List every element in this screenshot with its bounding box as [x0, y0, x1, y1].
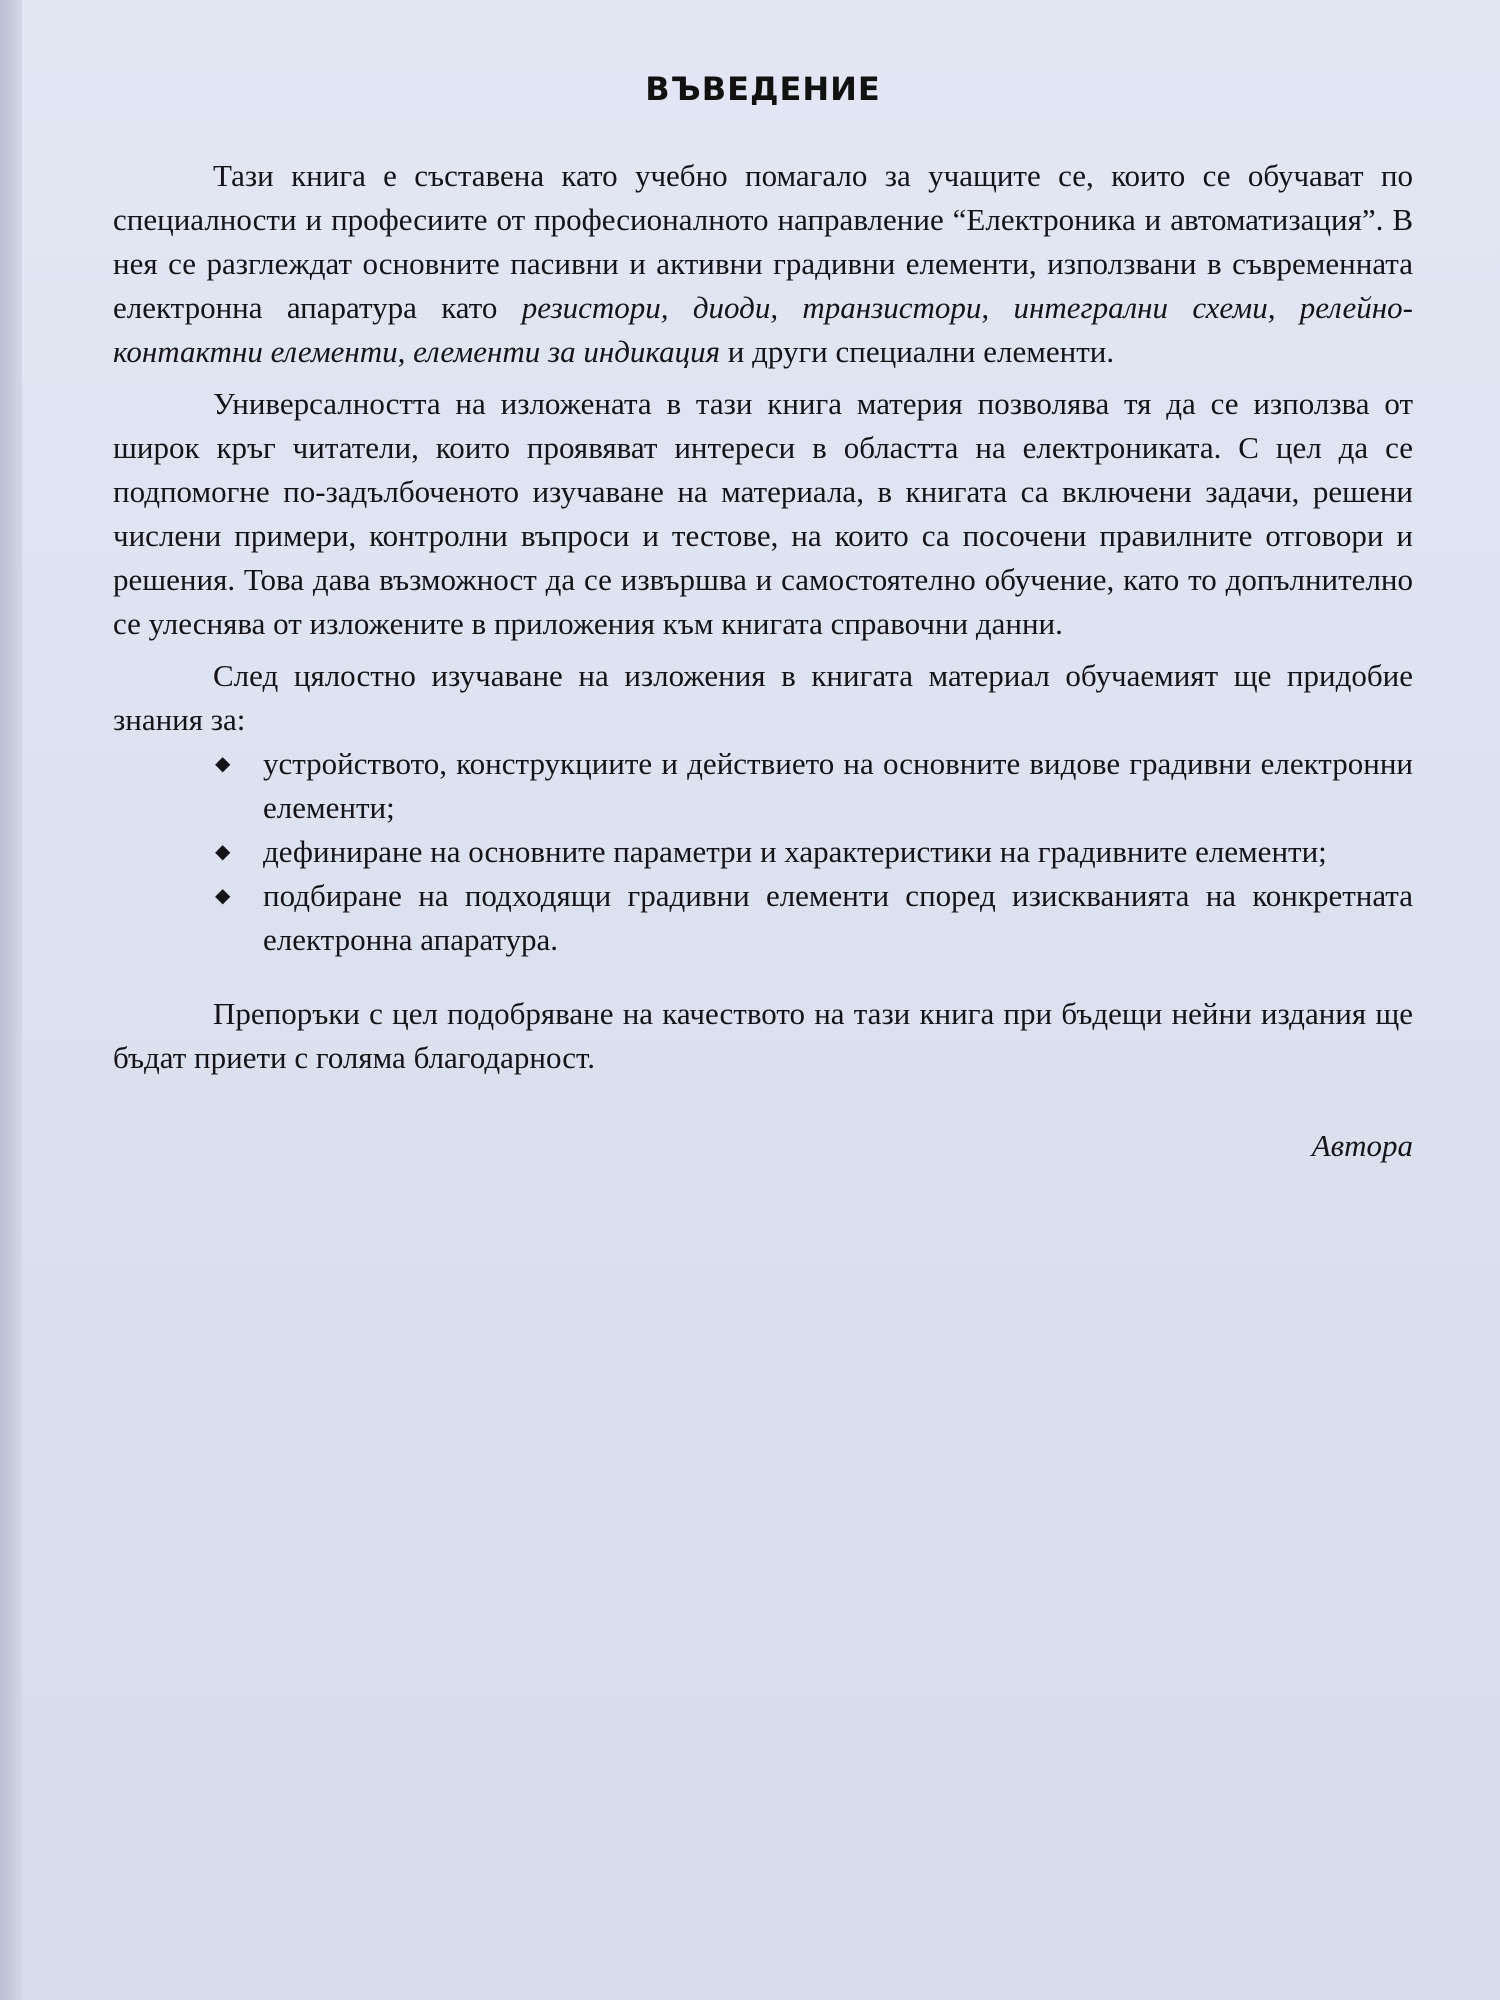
- knowledge-list: [113, 742, 1413, 962]
- diamond-bullet-icon: ◆: [215, 841, 231, 863]
- intro-text-end: и други специални елементи.: [720, 334, 1115, 369]
- knowledge-intro-paragraph: След цялостно изучаване на изложения в книгата материал обучаемият ще придобие знания за:: [113, 658, 1413, 737]
- list-item-text: устройството, конструкциите и действието на основните видове градивни електронни елементи;: [263, 746, 1413, 825]
- paragraph-gap: [113, 962, 1413, 992]
- intro-paragraph: [113, 154, 1413, 374]
- paragraph-gap: [113, 646, 1413, 654]
- list-item-text: дефиниране на основните параметри и характеристики на градивните елементи;: [263, 834, 1327, 869]
- recommendations-paragraph: Препоръки с цел подобряване на качеството на тази книга при бъдещи нейни издания ще бъдат приети с голяма благодарност.: [113, 996, 1413, 1075]
- page-title: ВЪВЕДЕНИЕ: [645, 70, 881, 108]
- diamond-bullet-icon: ◆: [215, 885, 231, 907]
- list-item: [113, 742, 1413, 830]
- list-item: [113, 830, 1413, 874]
- author-signature: Автора: [1311, 1128, 1413, 1163]
- list-item: [113, 874, 1413, 962]
- page-content: [113, 70, 1413, 1168]
- universality-paragraph: Универсалността на изложената в тази книга материя позволява тя да се използва от широк кръг читатели, които проявяват интереси в областта на електрониката. С цел да се подпомогне по-задълбоченото изучаване на материала, в книгата са включени задачи, решени числени примери, контролни въпроси и тестове, на които са посочени правилните отговори и решения. Това дава възможност да се извършва и самостоятелно обучение, като то допълнително се улеснява от изложените в приложения към книгата справочни данни.: [113, 386, 1413, 641]
- diamond-bullet-icon: ◆: [215, 753, 231, 775]
- list-item-text: подбиране на подходящи градивни елементи според изискванията на конкретната електронна апаратура.: [263, 878, 1413, 957]
- paragraph-gap: [113, 374, 1413, 382]
- intro-italic-elements: резистори, диоди, транзистори, интегрални схеми, релейно-контактни елементи, елементи за индикация: [113, 290, 1414, 369]
- intro-text-start: Тази книга е съставена като учебно помагало за учащите се, които се обучават по специалности и професиите от професионалното направление “Електроника и автоматизация”. В нея се разглеждат основните пасивни и активни градивни елементи, използвани в съвременната електронна апаратура като: [113, 158, 1413, 325]
- page-spine-shadow: [0, 0, 22, 2000]
